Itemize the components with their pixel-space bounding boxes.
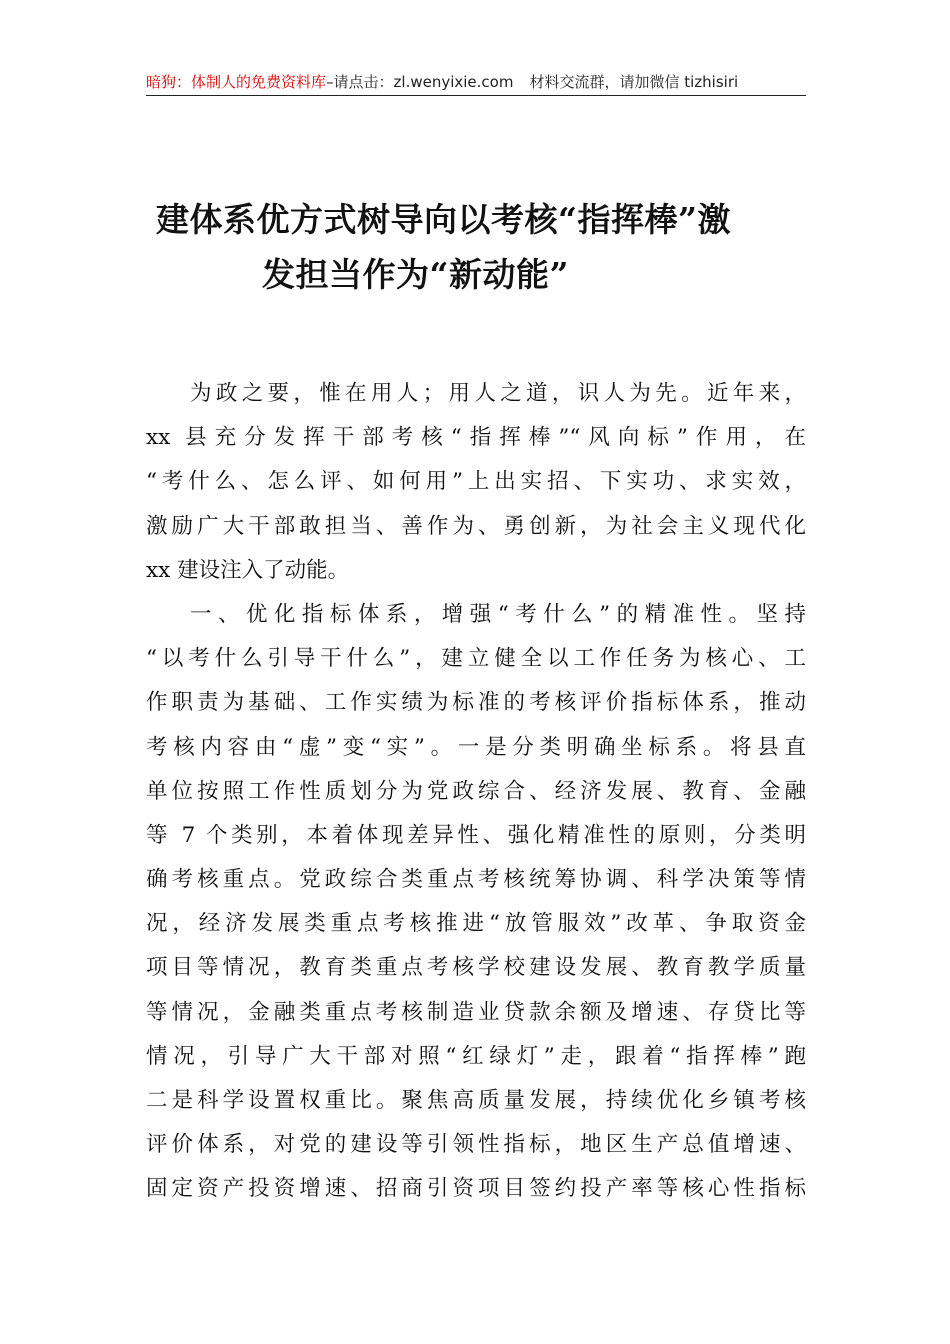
header-group-text: 材料交流群，请加微信 tizhisiri [529, 73, 739, 91]
header-divider [146, 95, 806, 96]
body-line: “以考什么引导干什么”，建立健全以工作任务为核心、工 [146, 646, 806, 672]
body-line: 况，经济发展类重点考核推进“放管服效”改革、争取资金 [146, 911, 806, 937]
body-line: 项目等情况，教育类重点考核学校建设发展、教育教学质量 [146, 955, 806, 981]
header-link-prefix: –请点击： [326, 73, 394, 91]
body-line: 单位按照工作性质划分为党政综合、经济发展、教育、金融 [146, 778, 806, 804]
body-line: 二是科学设置权重比。聚焦高质量发展，持续优化乡镇考核 [146, 1088, 806, 1113]
page-header [146, 70, 806, 94]
body-line: 等情况，金融类重点考核制造业贷款余额及增速、存贷比等 [146, 999, 806, 1025]
body-line: 情况，引导广大干部对照“红绿灯”走，跟着“指挥棒”跑 [146, 1043, 806, 1069]
document-body [146, 372, 806, 1212]
body-line: 考核内容由“虚”变“实”。一是分类明确坐标系。将县直 [146, 734, 806, 760]
body-line: xx 建设注入了动能。 [146, 557, 350, 583]
body-line: 激励广大干部敢担当、善作为、勇创新，为社会主义现代化 [146, 513, 806, 539]
body-line: 一、优化指标体系，增强“考什么”的精准性。坚持 [190, 601, 806, 627]
body-line: 确考核重点。党政综合类重点考核统筹协调、科学决策等情 [146, 867, 806, 893]
document-title [146, 192, 806, 302]
body-line: xx 县充分发挥干部考核“指挥棒”“风向标”作用，在 [146, 425, 806, 451]
body-line: 作职责为基础、工作实绩为标准的考核评价指标体系，推动 [146, 690, 806, 716]
body-line: 评价体系，对党的建设等引领性指标，地区生产总值增速、 [146, 1132, 806, 1158]
body-line: 固定资产投资增速、招商引资项目签约投产率等核心性指标 [146, 1176, 806, 1202]
title-line-2: 发担当作为“新动能” [262, 255, 569, 294]
body-line: 为政之要，惟在用人；用人之道，识人为先。近年来， [190, 381, 806, 406]
title-line-1: 建体系优方式树导向以考核“指挥棒”激 [156, 200, 731, 239]
body-line: 等 7 个类别，本着体现差异性、强化精准性的原则，分类明 [146, 822, 806, 848]
body-line: “考什么、怎么评、如何用”上出实招、下实功、求实效， [146, 469, 806, 495]
header-link-url[interactable]: zl.wenyixie.com [393, 73, 514, 91]
header-brand: 暗狗：体制人的免费资料库 [146, 73, 327, 91]
